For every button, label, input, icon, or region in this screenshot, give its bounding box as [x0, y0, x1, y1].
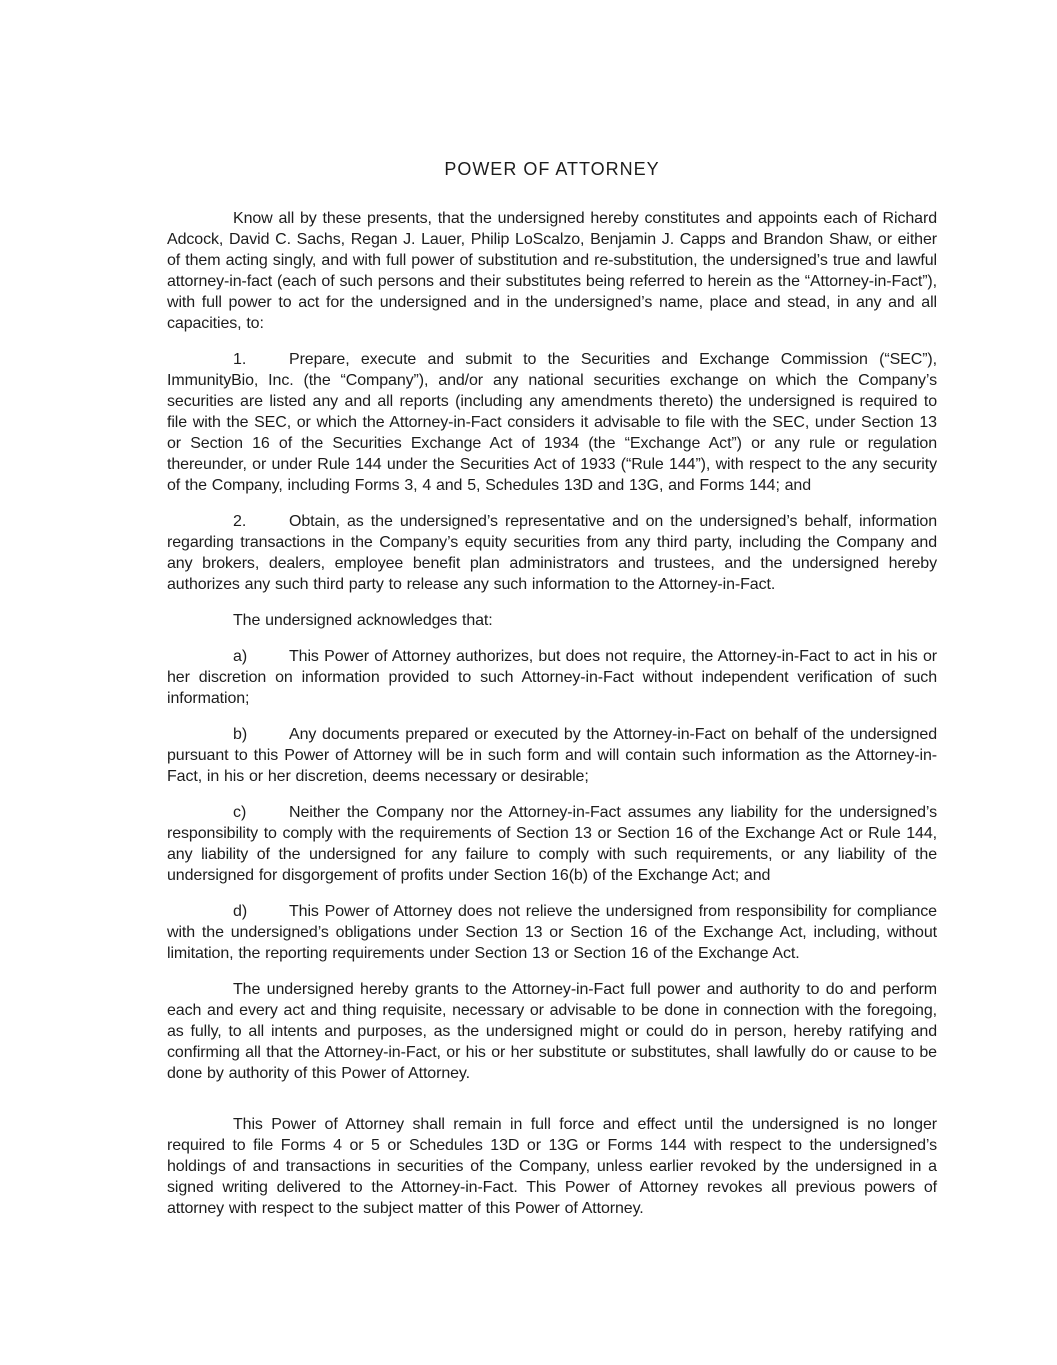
acknowledgment-item-c-text: Neither the Company nor the Attorney-in-Fact assumes any liability for the undersigned’s responsibility to comply with the requirements of Section 13 or Section 16 of the Exchange Act or Rule 144, any liability of the undersigned for any failure to comply with such requirements, or any liability of the undersigned for disgorgement of profits under Section 16(b) of the Exchange Act; and	[167, 804, 937, 884]
acknowledgment-item-c	[167, 802, 937, 886]
acknowledgment-item-b	[167, 724, 937, 787]
list-marker-b: b)	[233, 726, 248, 743]
numbered-paragraph-1	[167, 349, 937, 496]
acknowledgment-intro-text: The undersigned acknowledges that:	[233, 612, 493, 629]
list-marker-1: 1.	[233, 351, 247, 368]
duration-revocation-paragraph	[167, 1114, 937, 1219]
acknowledgment-intro	[167, 610, 937, 631]
acknowledgment-item-b-text: Any documents prepared or executed by the Attorney-in-Fact on behalf of the undersigned pursuant to this Power of Attorney will be in such form and will contain such information as the Attorney-in-Fact, in his or her discretion, deems necessary or desirable;	[167, 726, 937, 785]
list-marker-c: c)	[233, 804, 247, 821]
list-marker-a: a)	[233, 648, 248, 665]
document-title: POWER OF ATTORNEY	[444, 159, 660, 179]
list-marker-d: d)	[233, 903, 248, 920]
acknowledgment-item-d	[167, 901, 937, 964]
numbered-paragraph-2-text: Obtain, as the undersigned’s representative and on the undersigned’s behalf, information regarding transactions in the Company’s equity securities from any third party, including the Company and any brokers, dealers, employee benefit plan administrators and trustees, and the undersigned hereby authorizes any such third party to release any such information to the Attorney-in-Fact.	[167, 513, 937, 593]
opening-paragraph-text: Know all by these presents, that the undersigned hereby constitutes and appoints each of Richard Adcock, David C. Sachs, Regan J. Lauer, Philip LoScalzo, Benjamin J. Capps and Brandon Shaw, or either of them acting singly, and with full power of substitution and re-substitution, the undersigned’s true and lawful attorney-in-fact (each of such persons and their substitutes being referred to herein as the “Attorney-in-Fact”), with full power to act for the undersigned and in the undersigned’s name, place and stead, in any and all capacities, to:	[167, 210, 937, 332]
duration-revocation-paragraph-text: This Power of Attorney shall remain in full force and effect until the undersigned is no longer required to file Forms 4 or 5 or Schedules 13D or 13G or Forms 144 with respect to the undersigned’s holdings of and transactions in securities of the Company, unless earlier revoked by the undersigned in a signed writing delivered to the Attorney-in-Fact. This Power of Attorney revokes all previous powers of attorney with respect to the subject matter of this Power of Attorney.	[167, 1116, 937, 1217]
list-marker-2: 2.	[233, 513, 247, 530]
acknowledgment-item-d-text: This Power of Attorney does not relieve the undersigned from responsibility for compliance with the undersigned’s obligations under Section 13 or Section 16 of the Exchange Act, including, without limitation, the reporting requirements under Section 13 or Section 16 of the Exchange Act.	[167, 903, 937, 962]
opening-paragraph	[167, 208, 937, 334]
numbered-paragraph-1-text: Prepare, execute and submit to the Securities and Exchange Commission (“SEC”), ImmunityBio, Inc. (the “Company”), and/or any national securities exchange on which the Company’s securities are listed any and all reports (including any amendments thereto) the undersigned is required to file with the SEC, or which the Attorney-in-Fact considers it advisable to file with the SEC, under Section 13 or Section 16 of the Securities Exchange Act of 1934 (the “Exchange Act”) or any rule or regulation thereunder, or under Rule 144 under the Securities Act of 1933 (“Rule 144”), with respect to the any security of the Company, including Forms 3, 4 and 5, Schedules 13D and 13G, and Forms 144; and	[167, 351, 937, 494]
grant-of-authority-paragraph	[167, 979, 937, 1084]
acknowledgment-item-a-text: This Power of Attorney authorizes, but does not require, the Attorney-in-Fact to act in his or her discretion on information provided to such Attorney-in-Fact without independent verification of such information;	[167, 648, 937, 707]
numbered-paragraph-2	[167, 511, 937, 595]
grant-of-authority-paragraph-text: The undersigned hereby grants to the Attorney-in-Fact full power and authority to do and perform each and every act and thing requisite, necessary or advisable to be done in connection with the foregoing, as fully, to all intents and purposes, as the undersigned might or could do in person, hereby ratifying and confirming all that the Attorney-in-Fact, or his or her substitute or substitutes, shall lawfully do or cause to be done by authority of this Power of Attorney.	[167, 981, 937, 1082]
acknowledgment-item-a	[167, 646, 937, 709]
